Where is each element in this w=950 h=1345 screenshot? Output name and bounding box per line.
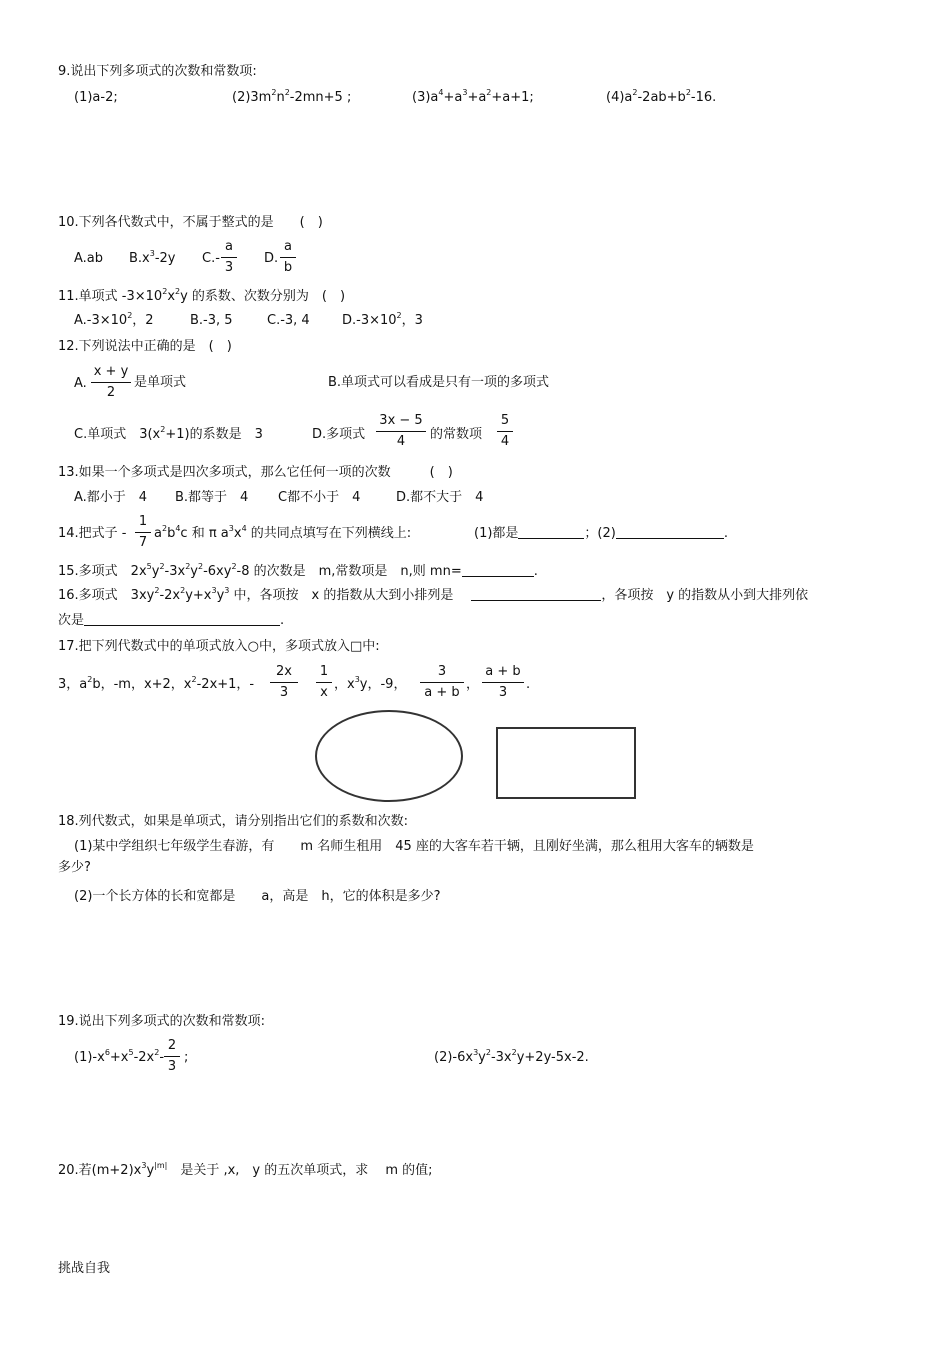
q9-title: 9.说出下列多项式的次数和常数项: [58, 64, 257, 79]
q17-fraction-1: $\frac{2x}{3}$ [270, 664, 298, 701]
q14-fraction: $\frac{1}{7}$ [135, 514, 151, 551]
q12-fraction-d2: $\frac{5}{4}$ [497, 413, 513, 450]
q10-option-a: A.ab [74, 251, 104, 266]
q10-option-d: D. [264, 251, 279, 266]
q19-part2: $(2)-6x^3y^2-3x^2y+2y-5x-2$. [434, 1048, 589, 1065]
q12-option-d: D.多项式 [312, 427, 366, 442]
q17-fraction-4: $\frac{a + b}{3}$ [482, 664, 524, 701]
q11-option-a: $A.-3\times 10^2$，2 [74, 311, 154, 328]
q17-period: . [526, 677, 531, 692]
q18-part2: (2)一个长方体的长和宽都是 a，高是 h，它的体积是多少? [74, 889, 441, 904]
q13-option-a: A.都小于 4 [74, 490, 148, 505]
q17-fraction-2: $\frac{1}{x}$ [316, 664, 332, 701]
q10-fraction-c: $\frac{a}{3}$ [221, 239, 237, 276]
q14-terms: $a^2b^4c$ 和 π $a^3x^4$ 的共同点填写在下列横线上: [154, 524, 412, 541]
q10-fraction-d: $\frac{a}{b}$ [280, 239, 296, 276]
q9-part2: $(2)3m^2n^2-2mn+5$ ; [232, 88, 352, 105]
q9-part4: $(4)a^2-2ab+b^2-16$. [606, 88, 717, 105]
q19-title: 19.说出下列多项式的次数和常数项: [58, 1014, 266, 1029]
q17-title: 17.把下列代数式中的单项式放入○中，多项式放入□中: [58, 639, 380, 654]
q13-option-c: C都不小于 4 [278, 490, 361, 505]
q14-blank-1[interactable] [518, 526, 584, 539]
q12-fraction-d: $\frac{3x - 5}{4}$ [376, 413, 426, 450]
q14-lead: 14.把式子 - [58, 526, 127, 541]
q9-part1: (1)a-2; [74, 90, 118, 105]
q18-part1-cont: 多少? [58, 860, 91, 875]
q11-option-b: B.-3, 5 [190, 313, 233, 328]
q12-option-d-text: 的常数项 [430, 427, 483, 442]
q12-option-b: B.单项式可以看成是只有一项的多项式 [328, 375, 550, 390]
q12-option-a-text: 是单项式 [134, 375, 187, 390]
monomial-oval[interactable] [315, 710, 463, 802]
q9-part3: $(3)a^4+a^3+a^2+a+1$; [412, 88, 534, 105]
q10-title: 10.下列各代数式中，不属于整式的是 ( ) [58, 215, 323, 230]
q10-option-c: C.- [202, 251, 220, 266]
q11-option-c: C.-3, 4 [267, 313, 310, 328]
q13-title: 13.如果一个多项式是四次多项式，那么它任何一项的次数 ( ) [58, 465, 453, 480]
q12-option-a: A. [74, 376, 87, 391]
q19-fraction: $\frac{2}{3}$ [164, 1038, 180, 1075]
q18-title: 18.列代数式，如果是单项式，请分别指出它们的系数和次数: [58, 814, 409, 829]
q16-text: 16.多项式 $3xy^2-2x^2y+x^3y^3$ 中，各项按 x 的指数从大到小排列是 ，各项按 y 的指数从小到大排列依 [58, 586, 809, 603]
q14-blanks: (1)都是 ；(2) . [474, 526, 728, 541]
q13-option-d: D.都不大于 4 [396, 490, 484, 505]
q11-option-d: $D.-3\times 10^2$，3 [342, 311, 423, 328]
challenge-heading: 挑战自我 [58, 1261, 111, 1276]
q16-blank-1[interactable] [471, 588, 601, 601]
q12-option-c: C.单项式 $3(x^2+1)$的系数是 3 [74, 425, 263, 442]
q10-option-b: $B.x^3-2y$ [129, 249, 176, 266]
q17-fraction-3: $\frac{3}{a + b}$ [420, 664, 464, 701]
polynomial-box[interactable] [496, 727, 636, 799]
q15-text: 15.多项式 $2x^5y^2-3x^2y^2-6xy^2-8$ 的次数是 m,常数项是 n,则 mn= . [58, 562, 538, 579]
q14-blank-2[interactable] [616, 526, 724, 539]
q13-option-b: B.都等于 4 [175, 490, 249, 505]
q19-part1: $(1)-x^6+x^5-2x^2-$ [74, 1048, 165, 1065]
q15-blank[interactable] [462, 564, 534, 577]
q16-text-line2: 次是 . [58, 613, 285, 628]
q18-part1: (1)某中学组织七年级学生春游，有 m 名师生租用 45 座的大客车若干辆，且刚好坐满，那么租用大客车的辆数是 [74, 839, 754, 854]
q19-part1-end: ; [184, 1050, 189, 1065]
q17-comma: ， [466, 677, 480, 692]
q17-expressions: 3，$a^2b$，-m，x+2，$x^2-2x+1$，- [58, 675, 255, 692]
q20-text: 20.若$(m+2)x^3y^{|m|}$ 是关于 ,x, y 的五次单项式，求 m 的值; [58, 1161, 433, 1178]
q11-title: 11.单项式 $-3\times 10^2x^2y$ 的系数、次数分别为 ( ) [58, 287, 346, 304]
q12-title: 12.下列说法中正确的是 ( ) [58, 339, 232, 354]
q16-blank-2[interactable] [84, 613, 280, 626]
q12-fraction-a: $\frac{x + y}{2}$ [91, 364, 131, 401]
q17-expressions-2: ，$x^3y$，-9， [334, 675, 407, 692]
